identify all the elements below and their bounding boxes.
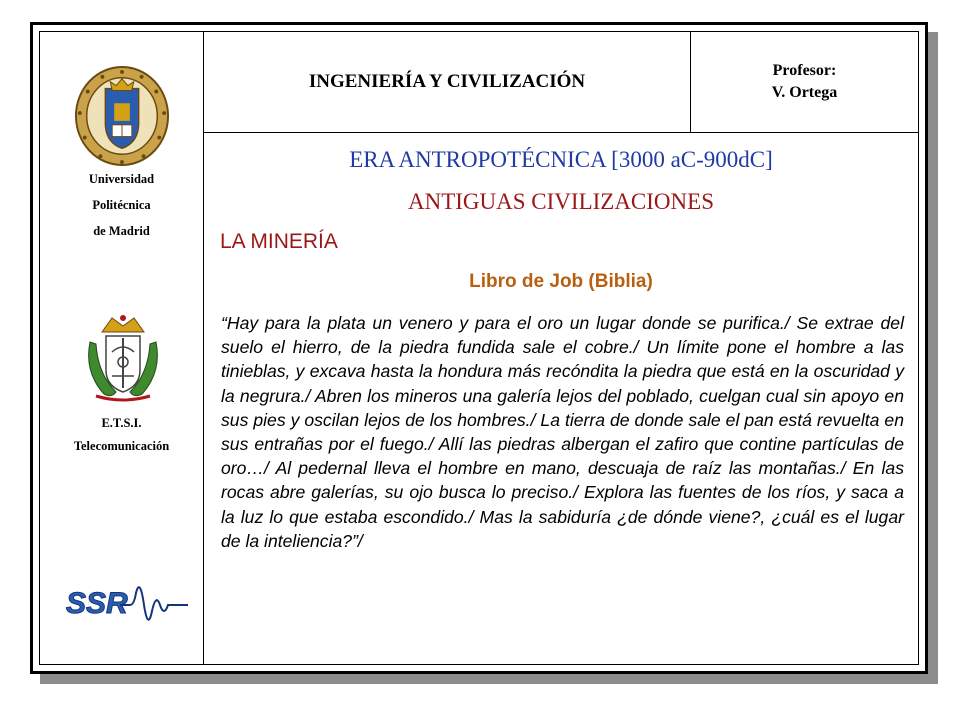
section-heading: LA MINERÍA xyxy=(220,230,338,253)
professor-label: Profesor: xyxy=(772,62,837,79)
university-line: Politécnica xyxy=(92,198,151,212)
era-title: ERA ANTROPOTÉCNICA [3000 aC-900dC] xyxy=(349,147,773,172)
header xyxy=(204,32,918,133)
school-line: E.T.S.I. xyxy=(101,416,142,430)
professor-box xyxy=(691,32,918,132)
school-name xyxy=(40,412,203,458)
ssr-logo-text: SSR xyxy=(66,587,128,620)
slide-inner-border xyxy=(39,31,919,665)
upm-seal-logo xyxy=(73,64,171,168)
university-line: Universidad xyxy=(88,172,155,186)
etsi-crest-logo xyxy=(82,312,164,402)
main-content xyxy=(204,133,918,664)
university-name xyxy=(40,166,203,244)
professor-name: V. Ortega xyxy=(771,84,838,101)
course-title: INGENIERÍA Y CIVILIZACIÓN xyxy=(204,32,691,132)
ssr-logo xyxy=(60,575,190,635)
quote-text: “Hay para la plata un venero y para el oro un lugar donde se purifica./ Se extrae del suelo el hierro, de la piedra fundida sale el cobre./ Un límite pone el hombre a las tinieblas, y excava hasta la hondura más recóndita la piedra que está en la oscuridad y la negrura./ Abren los mineros una galería lejos del poblado, cuelgan cual sin apoyo en sus pies y oscilan lejos de los hombres./ La tierra de donde sale el pan está revuelta en sus entrañas por el fuego./ Allí las piedras albergan el zafiro que contine partículas de oro…/ Al pedernal lleva el hombre en mano, descuaja de raíz las montañas./ En las rocas abre galerías, su ojo busca lo preciso./ Explora las fuentes de los ríos, y saca a la luz lo que estaba escondido./ Mas la sabiduría ¿de dónde viene?, ¿cuál es el lugar de la inteliencia?”/ xyxy=(221,313,904,551)
slide-frame xyxy=(30,22,928,674)
university-line: de Madrid xyxy=(93,224,150,238)
subtitle: ANTIGUAS CIVILIZACIONES xyxy=(408,189,714,214)
source-title: Libro de Job (Biblia) xyxy=(469,271,653,292)
sidebar xyxy=(40,32,204,664)
school-line: Telecomunicación xyxy=(73,439,170,453)
